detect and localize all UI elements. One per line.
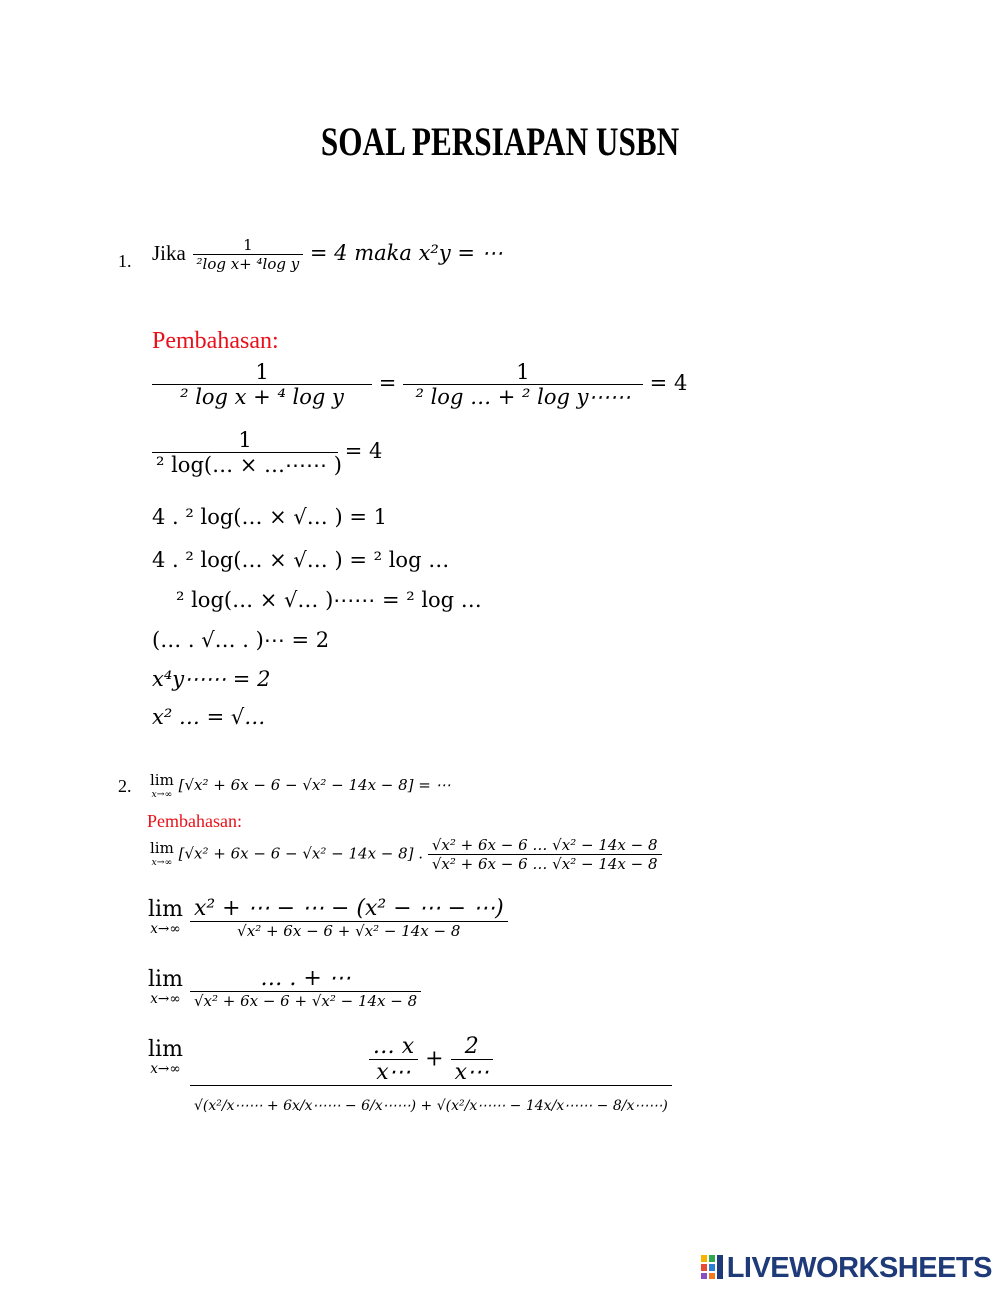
q1-step1-left-num: 1 — [255, 360, 269, 384]
q1-step-7: x⁴y⋯⋯ = 2 — [152, 667, 271, 691]
q1-suffix: = 4 maka x²y = ⋯ — [309, 241, 503, 265]
q2-step1-lim — [150, 841, 174, 867]
q2-step-2 — [148, 896, 508, 940]
q2-step2-lim — [148, 899, 183, 937]
q2-step4-num — [190, 1034, 672, 1085]
q2-step3-lim-word: lim — [148, 967, 183, 993]
q2-step4-plus: + — [425, 1046, 444, 1072]
q2-step3-lim — [148, 969, 183, 1007]
q2-step1-lim-sub: x→∞ — [151, 857, 173, 869]
q2-step-1 — [150, 836, 662, 873]
q2-step2-num: x² + ⋯ − ⋯ − (x² − ⋯ − ⋯) — [193, 896, 504, 921]
q2-pembahasan-label: Pembahasan: — [147, 811, 242, 831]
q1-step-6: (… . √… . )⋯ = 2 — [152, 628, 330, 652]
q2-step4-a-den: x⋯ — [369, 1059, 418, 1085]
q2-step1-frac — [428, 836, 662, 873]
q2-step4-lim-word: lim — [148, 1037, 183, 1062]
q2-step4-lim — [148, 1039, 183, 1077]
q2-lim-word: lim — [150, 771, 174, 789]
q2-question-expr: [√x² + 6x − 6 − √x² − 14x − 8] = ⋯ — [178, 776, 451, 795]
q2-step-4 — [148, 1034, 672, 1120]
q2-lim-sub: x→∞ — [151, 789, 173, 800]
q1-step2-den: ² log(… × …⋯⋯ ) — [152, 452, 338, 477]
q1-frac-num: 1 — [243, 236, 253, 254]
q2-step3-frac — [190, 966, 421, 1010]
q2-step1-lim-word: lim — [150, 839, 174, 858]
q1-step1-equals: = — [378, 371, 397, 395]
q1-step-2 — [152, 428, 382, 477]
q2-step1-num: √x² + 6x − 6 … √x² − 14x − 8 — [431, 836, 658, 854]
question-1-text — [152, 236, 503, 273]
q2-step3-lim-sub: x→∞ — [150, 991, 181, 1008]
question-2-number: 2. — [118, 776, 132, 796]
q2-step4-num-a — [369, 1034, 418, 1085]
q1-step-8: x² … = √… — [152, 705, 266, 729]
q2-lim — [150, 773, 174, 799]
liveworksheets-logo-icon — [700, 1254, 724, 1280]
q1-step1-right-num: 1 — [516, 360, 530, 384]
q1-step2-end: = 4 — [344, 439, 383, 463]
q1-pembahasan-label: Pembahasan: — [152, 328, 279, 354]
liveworksheets-logo[interactable] — [700, 1252, 992, 1285]
q1-step1-right-den: ² log … + ² log y⋯⋯ — [403, 384, 643, 409]
q1-step2-frac — [152, 428, 342, 477]
q2-step2-den: √x² + 6x − 6 + √x² − 14x − 8 — [190, 921, 508, 940]
q1-prefix: Jika — [152, 241, 186, 265]
q1-step1-right-frac — [403, 360, 643, 409]
question-1-number: 1. — [118, 251, 132, 271]
q2-step2-lim-word: lim — [148, 897, 183, 923]
q2-step4-den: √(x²/x⋯⋯ + 6x/x⋯⋯ − 6/x⋯⋯) + √(x²/x⋯⋯ − 14x/x⋯⋯ − 8/x⋯⋯) — [190, 1085, 672, 1120]
q2-step1-den: √x² + 6x − 6 … √x² − 14x − 8 — [428, 854, 662, 873]
q1-step-1 — [152, 360, 687, 409]
q1-step-3: 4 . ² log(… × √… ) = 1 — [152, 505, 387, 529]
q2-step2-lim-sub: x→∞ — [150, 921, 181, 938]
q2-step1-bracket: [√x² + 6x − 6 − √x² − 14x − 8] . — [178, 844, 424, 863]
q2-step-3 — [148, 966, 421, 1010]
q2-step4-a-num: … x — [372, 1034, 415, 1059]
q1-step2-num: 1 — [238, 428, 252, 452]
q1-frac-den: ²log x+ ⁴log y — [193, 254, 304, 273]
q2-step4-b-den: x⋯ — [451, 1059, 493, 1085]
page-title: SOAL PERSIAPAN USBN — [320, 119, 680, 164]
q2-step2-frac — [190, 896, 508, 940]
q2-step3-num: … . + ⋯ — [260, 966, 351, 991]
question-2-text — [150, 773, 451, 799]
q1-step1-left-den: ² log x + ⁴ log y — [152, 384, 372, 409]
q1-fraction — [193, 236, 304, 273]
q2-step4-b-num: 2 — [464, 1034, 479, 1059]
q1-step-4: 4 . ² log(… × √… ) = ² log … — [152, 548, 450, 572]
q2-step4-frac — [190, 1034, 672, 1120]
q1-step1-end: = 4 — [649, 371, 688, 395]
q1-step1-left-frac — [152, 360, 372, 409]
liveworksheets-logo-text: LIVEWORKSHEETS — [726, 1252, 992, 1284]
q2-step4-lim-sub: x→∞ — [150, 1061, 181, 1077]
q1-step-5: ² log(… × √… )⋯⋯ = ² log … — [176, 588, 482, 612]
q2-step4-num-b — [451, 1034, 493, 1085]
q2-step3-den: √x² + 6x − 6 + √x² − 14x − 8 — [190, 991, 421, 1010]
